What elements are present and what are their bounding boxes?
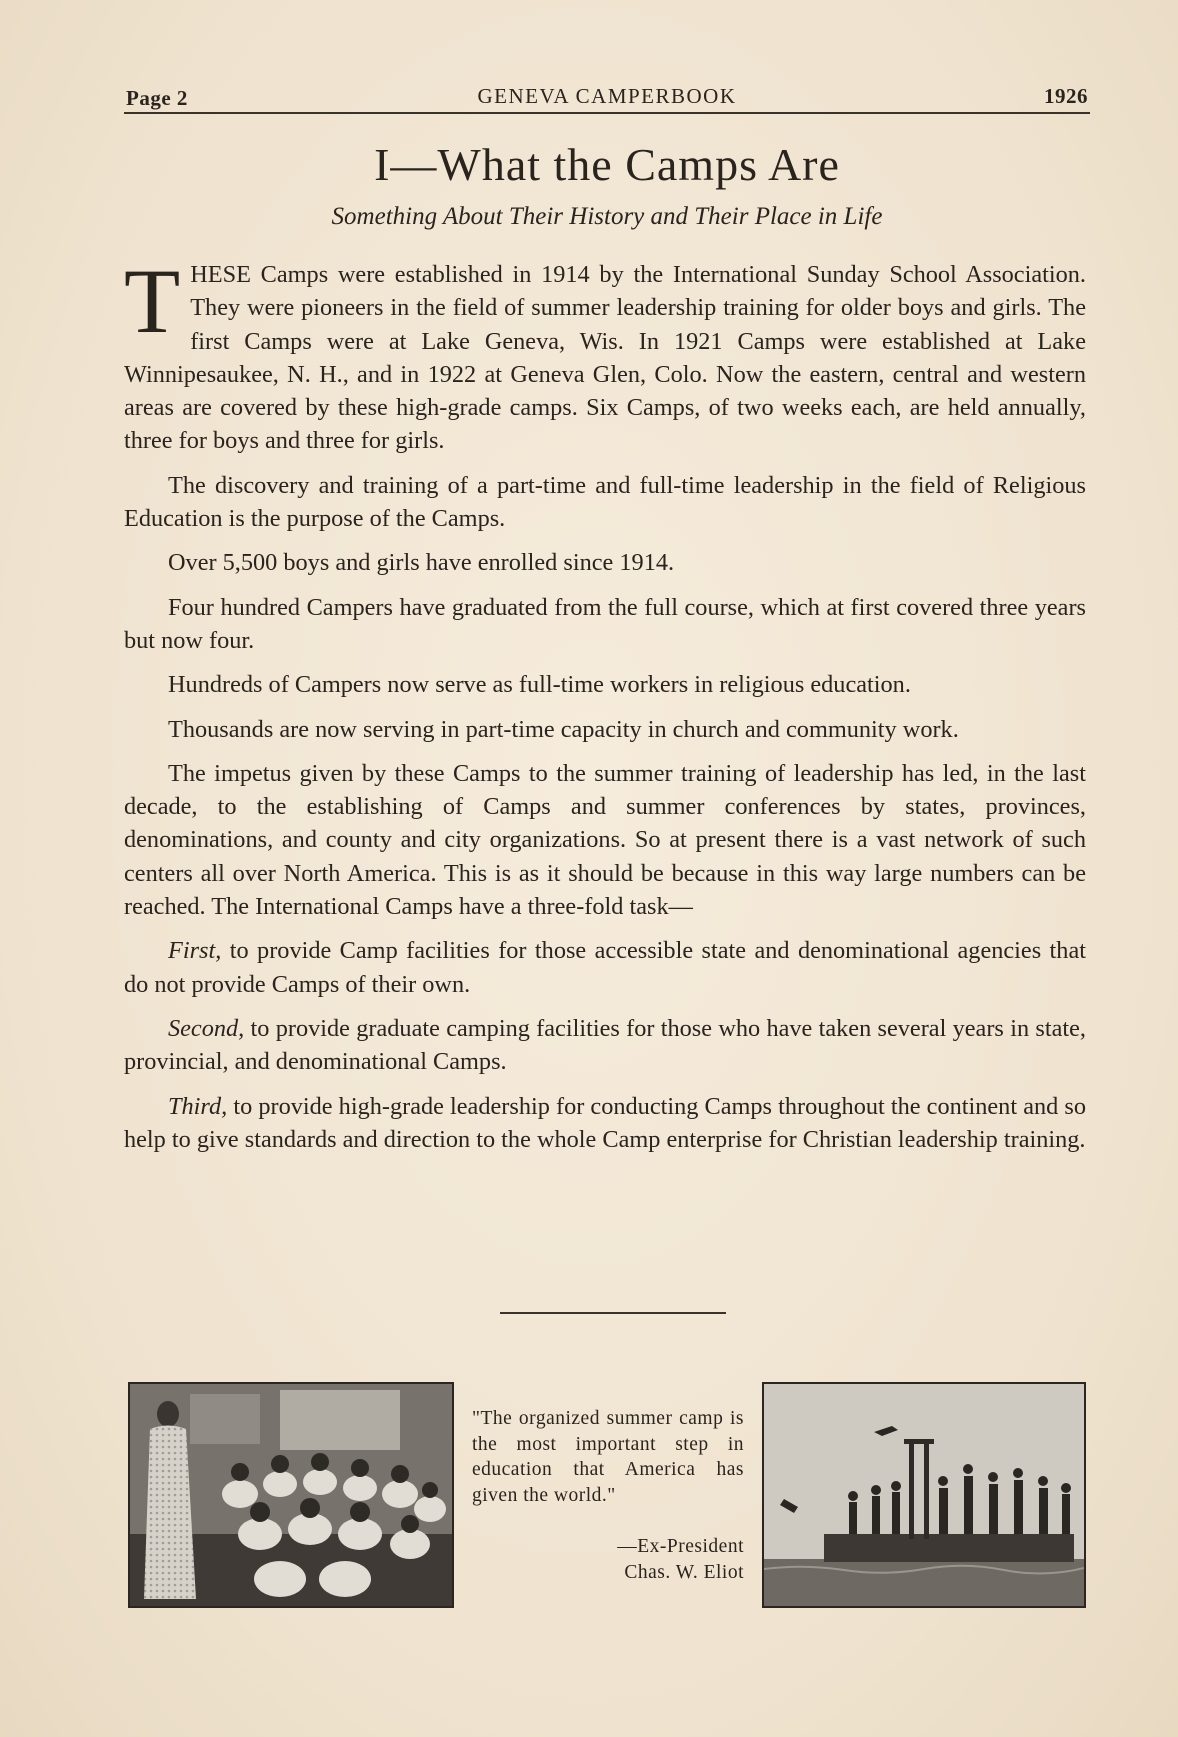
paragraph-9	[124, 1012, 1086, 1079]
paragraph-3: Over 5,500 boys and girls have enrolled since 1914.	[168, 549, 675, 577]
page-number: Page 2	[126, 86, 188, 110]
paragraph-2: The discovery and training of a part-time and full-time leadership in the field of Religious Education is the purpose of the Camps.	[124, 471, 1086, 533]
paragraph-5: Hundreds of Campers now serve as full-time workers in religious education.	[168, 671, 911, 699]
photo-diving-dock	[762, 1382, 1086, 1608]
paragraph-10-text: to provide high-grade leadership for conducting Camps throughout the continent and so help to give standards and direction to the whole Camp enterprise for Christian leadership training.	[124, 1092, 1086, 1153]
chapter-subtitle: Something About Their History and Their Place in Life	[331, 203, 883, 230]
paragraph-8	[124, 934, 1086, 1001]
paragraph-4: Four hundred Campers have graduated from the full course, which at first covered three years but now four.	[124, 593, 1086, 654]
quote-attribution-title: —Ex-President	[617, 1536, 744, 1557]
photo-class-group	[128, 1382, 454, 1608]
publication-title: GENEVA CAMPERBOOK	[477, 84, 737, 108]
paragraph-8-lead: First,	[168, 937, 222, 965]
publication-year: 1926	[1044, 84, 1088, 108]
paragraph-7: The impetus given by these Camps to the summer training of leadership has led, in the last decade, to the establishing of Camps and summer conferences by states, provinces, denominations, and county and city organizations. So at present there is a vast network of such centers all over North America. This is as it should be because in this way large numbers can be reached. The International Camps have a three-fold task—	[124, 759, 1086, 921]
chapter-title: I—What the Camps Are	[374, 139, 840, 190]
quote-text: "The organized summer camp is the most important step in education that America has given the world."	[472, 1408, 744, 1506]
paragraph-9-text: to provide graduate camping facilities for those who have taken several years in state, provincial, and denominational Camps.	[124, 1014, 1086, 1076]
paragraph-8-text: to provide Camp facilities for those accessible state and denominational agencies that do not provide Camps of their own.	[124, 937, 1086, 998]
diving-dock-illustration	[764, 1384, 1084, 1606]
paragraph-1	[124, 250, 1086, 458]
paragraph-10-lead: Third,	[168, 1092, 228, 1120]
quote-attribution-name: Chas. W. Eliot	[624, 1562, 744, 1583]
section-divider	[500, 1312, 726, 1314]
paragraph-6: Thousands are now serving in part-time capacity in church and community work.	[168, 715, 959, 743]
paragraph-1-text: HESE Camps were established in 1914 by the International Sunday School Association. They were pioneers in the field of summer leadership training for older boys and girls. The first Camps were at Lake Geneva, Wis. In 1921 Camps were established at Lake Winnipesaukee, N. H., and in 1922 at Geneva Glen, Colo. Now the eastern, central and western areas are covered by these high-grade camps. Six Camps, of two weeks each, are held annually, three for boys and three for girls.	[124, 261, 1086, 455]
page-header	[124, 82, 1090, 114]
paragraph-10	[124, 1090, 1086, 1157]
drop-cap: T	[124, 250, 181, 352]
class-group-illustration	[130, 1384, 452, 1606]
paragraph-9-lead: Second,	[168, 1014, 245, 1042]
article-body	[124, 250, 1086, 1167]
